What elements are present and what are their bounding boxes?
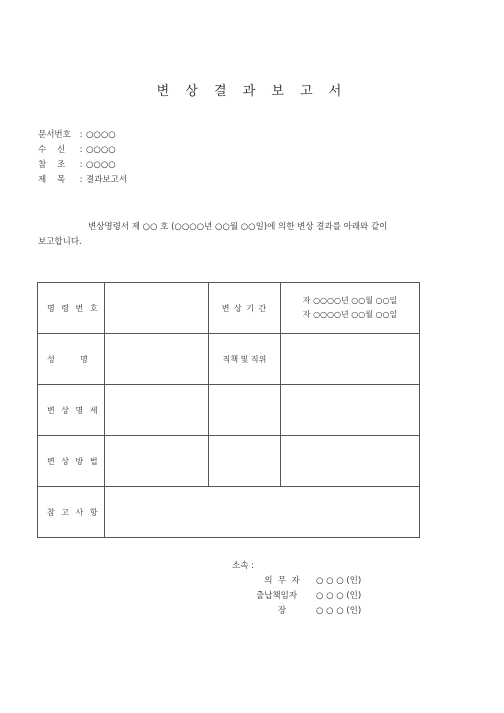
period-value bbox=[281, 283, 420, 334]
report-table bbox=[37, 282, 420, 538]
meta-subject bbox=[38, 175, 127, 186]
meta-label: 참 조 bbox=[38, 160, 66, 170]
name-label: 성 명 bbox=[38, 334, 105, 385]
order-number-label: 명 령 번 호 bbox=[38, 283, 105, 334]
meta-separator: : bbox=[79, 160, 83, 170]
meta-value: ○○○○ bbox=[86, 130, 116, 140]
name-value bbox=[105, 334, 209, 385]
table-row bbox=[38, 385, 420, 436]
period-label: 변 상 기 간 bbox=[209, 283, 281, 334]
meta-separator: : bbox=[79, 130, 83, 140]
table-row bbox=[38, 487, 420, 538]
remarks-value bbox=[105, 487, 420, 538]
document-title: 변 상 결 과 보 고 서 bbox=[156, 84, 348, 99]
remarks-label: 참 고 사 항 bbox=[38, 487, 105, 538]
method-cell-2 bbox=[209, 436, 281, 487]
meta-value: 결과보고서 bbox=[86, 175, 128, 185]
meta-label: 제 목 bbox=[38, 175, 66, 185]
signer-role: 출납책임자 bbox=[256, 591, 298, 601]
signer-name: ○ ○ ○ (인) bbox=[316, 576, 362, 586]
method-cell-1 bbox=[105, 436, 209, 487]
order-number-value bbox=[105, 283, 209, 334]
meta-reference bbox=[38, 160, 116, 171]
details-cell-1 bbox=[105, 385, 209, 436]
meta-label: 수 신 bbox=[38, 145, 66, 155]
body-paragraph-line-1: 변상명령서 제 ○○ 호 (○○○○년 ○○월 ○○일)에 의한 변상 결과를 아래와 같이 bbox=[88, 222, 388, 232]
position-value bbox=[281, 334, 420, 385]
meta-separator: : bbox=[79, 145, 83, 155]
affiliation-label: 소속 : bbox=[232, 561, 254, 571]
table-row bbox=[38, 334, 420, 385]
table-row bbox=[38, 283, 420, 334]
signer-role: 의 무 자 bbox=[264, 576, 300, 586]
signer-name: ○ ○ ○ (인) bbox=[316, 591, 362, 601]
signer-role: 장 bbox=[277, 606, 287, 616]
period-start: 자 ○○○○년 ○○월 ○○일 bbox=[302, 296, 398, 305]
period-end: 자 ○○○○년 ○○월 ○○일 bbox=[302, 310, 398, 319]
position-label: 직책 및 직위 bbox=[209, 334, 281, 385]
signer-name: ○ ○ ○ (인) bbox=[316, 606, 362, 616]
details-cell-3 bbox=[281, 385, 420, 436]
meta-doc-number bbox=[38, 130, 116, 141]
meta-label: 문서번호 bbox=[38, 130, 71, 140]
method-label: 변 상 방 법 bbox=[38, 436, 105, 487]
table-row bbox=[38, 436, 420, 487]
meta-recipient bbox=[38, 145, 116, 156]
method-cell-3 bbox=[281, 436, 420, 487]
meta-value: ○○○○ bbox=[86, 145, 116, 155]
meta-value: ○○○○ bbox=[86, 160, 116, 170]
details-label: 변 상 명 세 bbox=[38, 385, 105, 436]
body-paragraph-line-2: 보고합니다. bbox=[38, 237, 82, 247]
meta-separator: : bbox=[79, 175, 83, 185]
details-cell-2 bbox=[209, 385, 281, 436]
